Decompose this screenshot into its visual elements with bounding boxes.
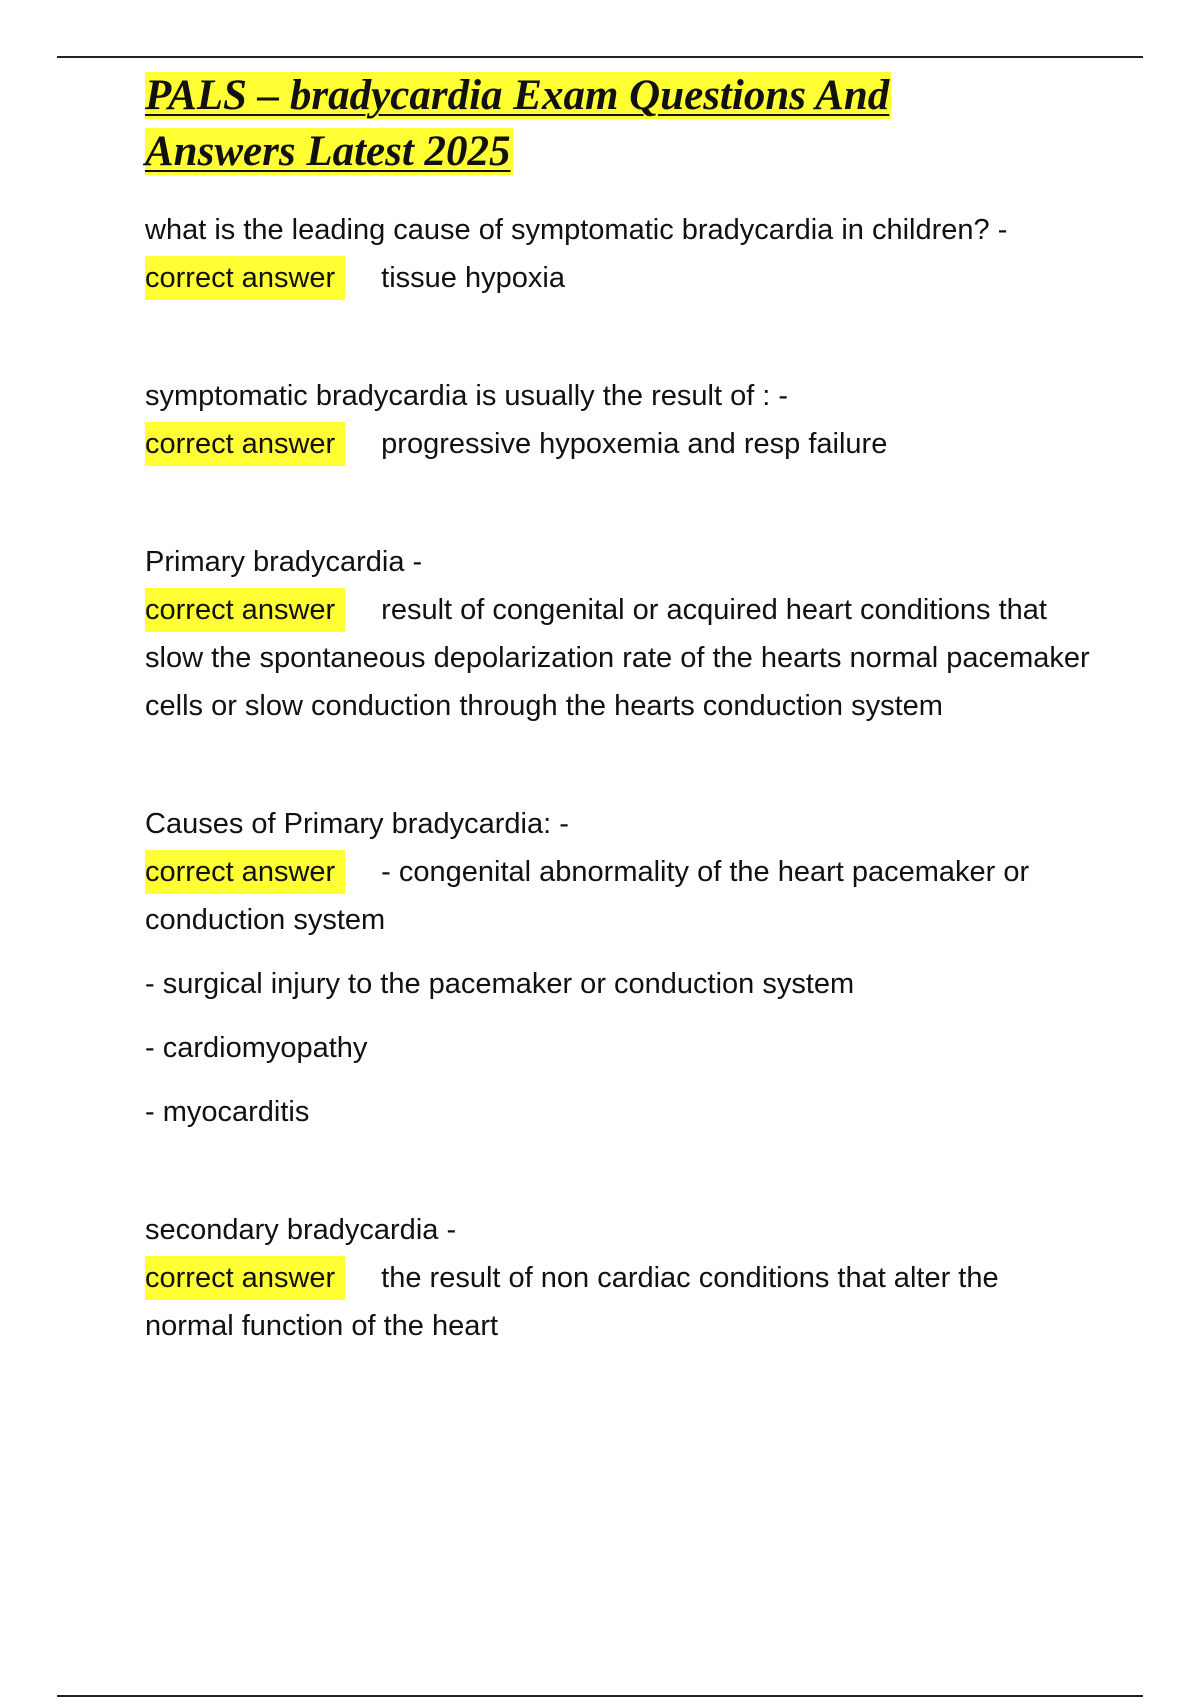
qa-item-5 xyxy=(145,1206,1090,1350)
footer-rule xyxy=(57,1695,1143,1697)
question-text: secondary bradycardia - xyxy=(145,1214,457,1246)
answer-bullet: - surgical injury to the pacemaker or conduction system xyxy=(145,968,855,1000)
correct-answer-label: correct answer xyxy=(145,422,345,466)
correct-answer-label: correct answer xyxy=(145,850,345,894)
header-rule xyxy=(57,56,1143,58)
answer-text: progressive hypoxemia and resp failure xyxy=(381,428,888,460)
document-title xyxy=(145,68,1090,180)
title-line-2: Answers Latest 2025 xyxy=(145,128,511,175)
correct-answer-label: correct answer xyxy=(145,1256,345,1300)
answer-text: the result of non cardiac conditions that alter the normal function of the heart xyxy=(145,1262,999,1342)
correct-answer-label: correct answer xyxy=(145,588,345,632)
qa-item-1 xyxy=(145,206,1090,302)
answer-line xyxy=(145,254,1090,302)
question-text: Primary bradycardia - xyxy=(145,546,423,578)
question-text: Causes of Primary bradycardia: - xyxy=(145,808,569,840)
question-text: symptomatic bradycardia is usually the result of : - xyxy=(145,380,789,412)
answer-text: result of congenital or acquired heart conditions that slow the spontaneous depolarization rate of the hearts normal pacemaker cells or slow conduction through the hearts conduction system xyxy=(145,594,1090,722)
answer-line xyxy=(145,848,1090,944)
answer-bullet: - cardiomyopathy xyxy=(145,1032,368,1064)
qa-item-3 xyxy=(145,538,1090,730)
answer-text: - congenital abnormality of the heart pacemaker or conduction system xyxy=(145,856,1030,936)
answer-line xyxy=(145,586,1090,730)
answer-line xyxy=(145,1254,1090,1350)
qa-item-4 xyxy=(145,800,1090,1136)
answer-text: tissue hypoxia xyxy=(381,262,565,294)
question-text: what is the leading cause of symptomatic bradycardia in children? - xyxy=(145,214,1008,246)
answer-bullet: - myocarditis xyxy=(145,1096,310,1128)
title-line-1: PALS – bradycardia Exam Questions And xyxy=(145,72,890,119)
correct-answer-label: correct answer xyxy=(145,256,345,300)
answer-line xyxy=(145,420,1090,468)
qa-item-2 xyxy=(145,372,1090,468)
document-body xyxy=(145,68,1090,1350)
